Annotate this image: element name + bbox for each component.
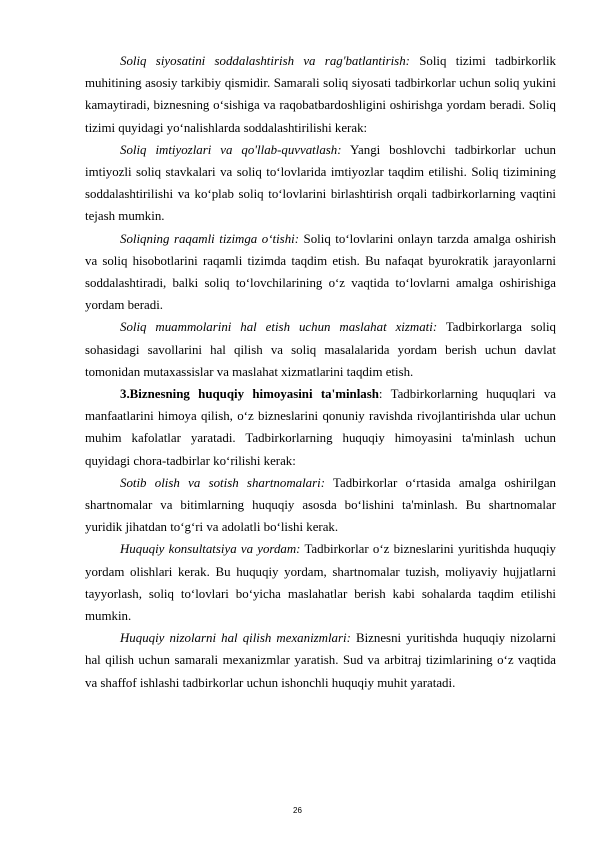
paragraph-text: Soliq to‘lovlarini onlayn tarzda amalga oshirish va soliq hisobotlarini raqamli tizimda taqdim etish. Bu nafaqat byurokratik jarayonlarni soddalashtiradi, balki soliq to‘lovchilarining o‘z vaqtida to‘lovlarni amalga oshirishiga yordam beradi. — [85, 231, 556, 313]
paragraph-dispute-resolution — [85, 627, 556, 694]
paragraph-contracts — [85, 472, 556, 539]
paragraph-legal-consulting — [85, 538, 556, 627]
paragraph-text: : Tadbirkorlarning huquqlari va manfaatlarini himoya qilish, o‘z bizneslarini qonuniy ravishda rivojlantirishda ular uchun muhim kafolatlar yaratadi. Tadbirkorlarning huquqiy himoyasini ta'minlash uchun quyidagi chora-tadbirlar ko‘rilishi kerak: — [85, 387, 557, 468]
paragraph-text: Tadbirkorlar o‘z bizneslarini yuritishda huquqiy yordam olishlari kerak. Bu huquqiy yordam, shartnomalar tuzish, moliyaviy hujjatlarni tayyorlash, soliq to‘lovlari bo‘yicha maslahatlar berish kabi sohalarda taqdim etilishi mumkin. — [85, 542, 556, 624]
paragraph-tax-policy — [85, 50, 556, 139]
paragraph-tax-benefits — [85, 139, 556, 228]
paragraph-lead: Huquqiy nizolarni hal qilish mexanizmlari: — [120, 631, 351, 646]
paragraph-legal-protection — [85, 383, 556, 472]
paragraph-lead: Sotib olish va sotish shartnomalari: — [120, 475, 325, 490]
paragraph-text: Tadbirkorlarga soliq sohasidagi savollarini hal qilish va soliq masalalarida yordam berish uchun davlat tomonidan mutaxassislar va maslahat xizmatlarini taqdim etish. — [85, 320, 556, 379]
paragraph-digital-tax — [85, 228, 556, 317]
page-number: 26 — [293, 806, 302, 815]
paragraph-lead: Soliq imtiyozlari va qo'llab-quvvatlash: — [120, 142, 342, 157]
paragraph-tax-consulting — [85, 316, 556, 383]
paragraph-lead: Soliq muammolarini hal etish uchun maslahat xizmati: — [120, 320, 438, 335]
paragraph-lead: Soliqning raqamli tizimga o‘tishi: — [120, 231, 300, 246]
document-body — [85, 50, 556, 694]
paragraph-text: Tadbirkorlar o‘rtasida amalga oshirilgan shartnomalar va bitimlarning huquqiy asosda bo‘lishini ta'minlash. Bu shartnomalar yuridik jihatdan to‘g‘ri va adolatli bo‘lishi kerak. — [85, 475, 556, 535]
paragraph-text: Yangi boshlovchi tadbirkorlar uchun imtiyozli soliq stavkalari va soliq to‘lovlarida imtiyozlar taqdim etilishi. Soliq tizimining soddalashtirilishi va ko‘plab soliq to‘lovlarini birlashtirish orqali tadbirkorlarning vaqtini tejash mumkin. — [85, 142, 556, 224]
paragraph-lead: Huquqiy konsultatsiya va yordam: — [120, 542, 301, 557]
paragraph-text: Biznesni yuritishda huquqiy nizolarni hal qilish uchun samarali mexanizmlar yaratish. Sud va arbitraj tizimlarining o‘z vaqtida va shaffof ishlashi tadbirkorlar uchun ishonchli huquqiy muhit yaratadi. — [85, 631, 556, 690]
paragraph-text: Soliq tizimi tadbirkorlik muhitining asosiy tarkibiy qismidir. Samarali soliq siyosati tadbirkorlar uchun soliq yukini kamaytiradi, biznesning o‘sishiga va raqobatbardoshligini oshirishga yordam beradi. Soliq tizimi quyidagi yo‘nalishlarda soddalashtirilishi kerak: — [85, 54, 557, 135]
section-heading: 3.Biznesning huquqiy himoyasini ta'minlash — [120, 387, 379, 402]
paragraph-lead: Soliq siyosatini soddalashtirish va rag'batlantirish: — [120, 54, 410, 68]
